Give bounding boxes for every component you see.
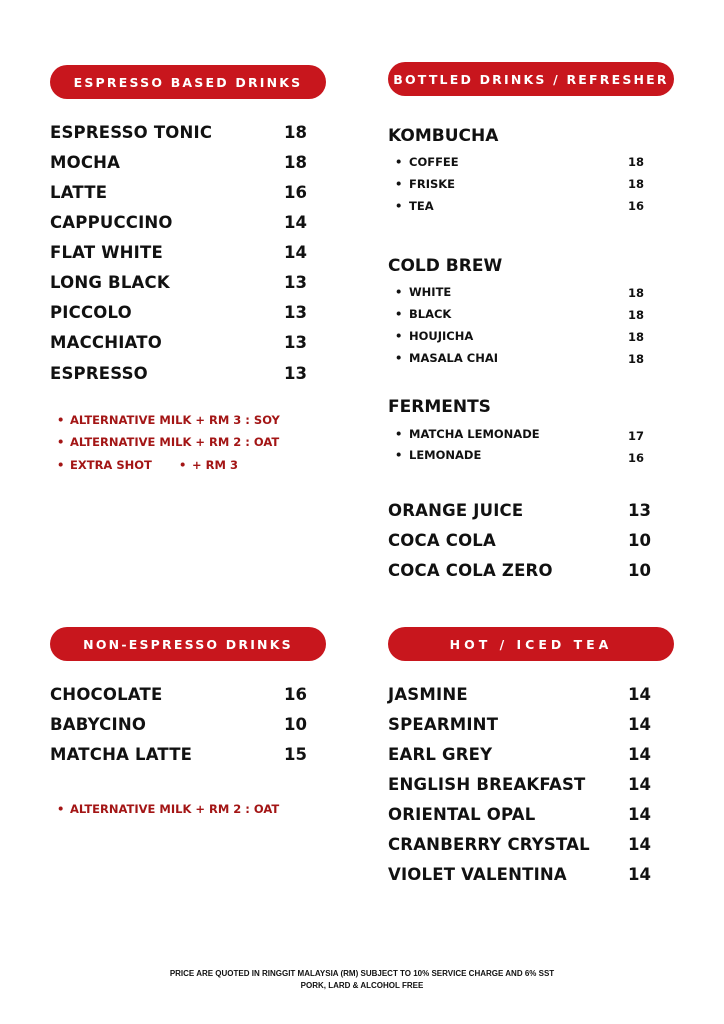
menu-item-price: 15 (284, 745, 307, 764)
cold-brew-price: 18 (628, 352, 645, 366)
menu-item-name: CHOCOLATE (50, 685, 163, 704)
menu-item-name: MOCHA (50, 153, 121, 172)
menu-item-name: VIOLET VALENTINA (388, 865, 567, 884)
menu-item-name: SPEARMINT (388, 715, 499, 734)
footer-halal-note: PORK, LARD & ALCOHOL FREE (300, 981, 424, 990)
menu-item-name: COCA COLA (388, 531, 496, 550)
cold-brew-price: 18 (628, 308, 645, 322)
menu-item-price: 13 (284, 333, 307, 352)
cold-brew-item: • HOUJICHA (409, 329, 473, 343)
menu-item-name: EARL GREY (388, 745, 493, 764)
menu-item-name: PICCOLO (50, 303, 132, 322)
kombucha-item: • FRISKE (409, 177, 455, 191)
cold-brew-title: COLD BREW (388, 256, 503, 276)
menu-item-price: 14 (628, 745, 651, 764)
extra-shot-note: • EXTRA SHOT (70, 458, 152, 472)
menu-item-name: ESPRESSO (50, 364, 148, 383)
menu-item-name: BABYCINO (50, 715, 147, 734)
menu-item-price: 13 (284, 303, 307, 322)
kombucha-price: 18 (628, 155, 645, 169)
menu-item-name: LONG BLACK (50, 273, 170, 292)
ferments-title: FERMENTS (388, 397, 491, 417)
menu-item-price: 10 (284, 715, 307, 734)
kombucha-item: • TEA (409, 199, 434, 213)
menu-item-name: JASMINE (388, 685, 468, 704)
menu-item-price: 14 (284, 243, 307, 262)
menu-item-price: 10 (628, 531, 651, 550)
ferments-item: • MATCHA LEMONADE (409, 427, 540, 441)
menu-item-price: 13 (284, 273, 307, 292)
menu-item-price: 14 (628, 685, 651, 704)
footer-price-note: PRICE ARE QUOTED IN RINGGIT MALAYSIA (RM) SUBJECT TO 10% SERVICE CHARGE AND 6% SST (169, 969, 555, 978)
espresso-section-header: ESPRESSO BASED DRINKS (50, 65, 326, 99)
kombucha-price: 18 (628, 177, 645, 191)
menu-item-name: FLAT WHITE (50, 243, 163, 262)
menu-item-price: 16 (284, 183, 307, 202)
espresso-note: • ALTERNATIVE MILK + RM 3 : SOY (70, 413, 280, 427)
menu-item-price: 14 (628, 835, 651, 854)
cold-brew-price: 18 (628, 286, 645, 300)
non-espresso-section-header: NON-ESPRESSO DRINKS (50, 627, 326, 661)
kombucha-price: 16 (628, 199, 645, 213)
menu-item-price: 18 (284, 123, 307, 142)
bottled-section-header: BOTTLED DRINKS / REFRESHER (388, 62, 674, 96)
cold-brew-price: 18 (628, 330, 645, 344)
menu-item-name: CRANBERRY CRYSTAL (388, 835, 590, 854)
extra-shot-price: • + RM 3 (192, 458, 238, 472)
menu-item-name: CAPPUCCINO (50, 213, 173, 232)
non-espresso-note: • ALTERNATIVE MILK + RM 2 : OAT (70, 802, 279, 816)
kombucha-item: • COFFEE (409, 155, 459, 169)
menu-item-price: 14 (628, 865, 651, 884)
menu-item-name: LATTE (50, 183, 108, 202)
menu-item-name: ORANGE JUICE (388, 501, 524, 520)
menu-item-name: ENGLISH BREAKFAST (388, 775, 586, 794)
ferments-item: • LEMONADE (409, 448, 481, 462)
menu-item-price: 13 (628, 501, 651, 520)
menu-item-name: MATCHA LATTE (50, 745, 193, 764)
cold-brew-item: • MASALA CHAI (409, 351, 498, 365)
kombucha-title: KOMBUCHA (388, 126, 499, 146)
tea-section-header: HOT / ICED TEA (388, 627, 674, 661)
menu-item-price: 14 (284, 213, 307, 232)
menu-item-name: ESPRESSO TONIC (50, 123, 213, 142)
menu-item-price: 16 (284, 685, 307, 704)
menu-item-name: ORIENTAL OPAL (388, 805, 536, 824)
menu-item-price: 10 (628, 561, 651, 580)
menu-item-price: 14 (628, 775, 651, 794)
ferments-price: 16 (628, 451, 645, 465)
menu-item-price: 18 (284, 153, 307, 172)
cold-brew-item: • BLACK (409, 307, 451, 321)
espresso-note: • ALTERNATIVE MILK + RM 2 : OAT (70, 435, 279, 449)
menu-item-price: 14 (628, 715, 651, 734)
menu-item-name: MACCHIATO (50, 333, 162, 352)
menu-item-price: 13 (284, 364, 307, 383)
menu-item-name: COCA COLA ZERO (388, 561, 553, 580)
cold-brew-item: • WHITE (409, 285, 451, 299)
ferments-price: 17 (628, 429, 645, 443)
menu-item-price: 14 (628, 805, 651, 824)
